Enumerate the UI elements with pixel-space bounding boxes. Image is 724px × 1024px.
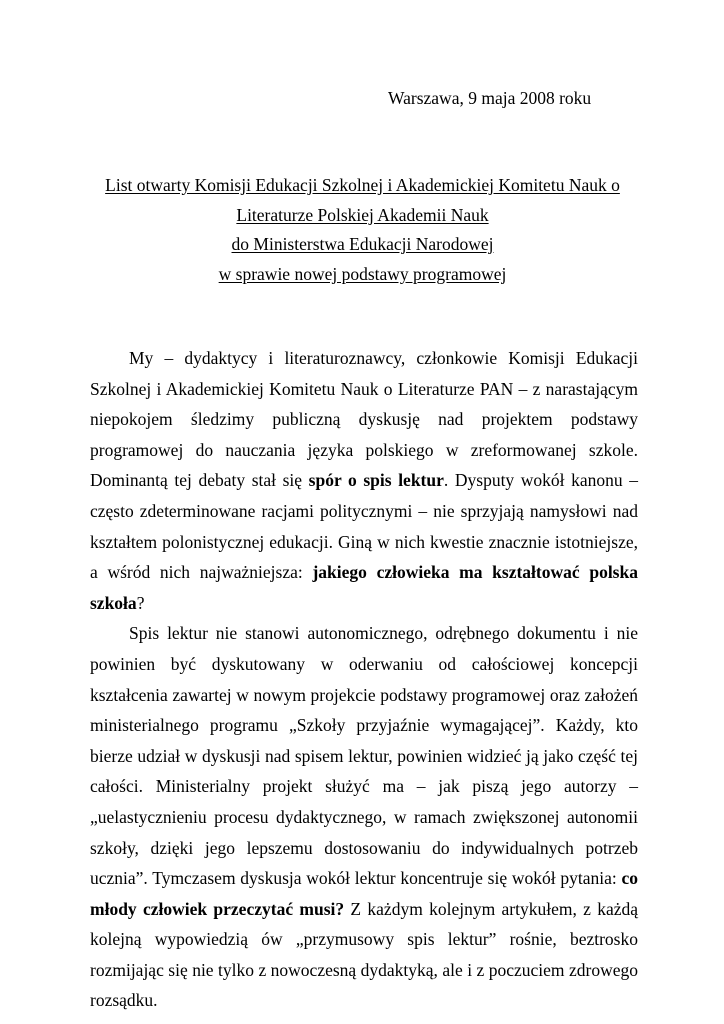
paragraph-1-bold-1: spór o spis lektur xyxy=(308,470,444,491)
title-line: do Ministerstwa Edukacji Narodowej xyxy=(231,234,494,254)
letter-title xyxy=(90,171,635,289)
paragraph-1-text-2: . Dysputy wokół kanonu – często zdeterminowane racjami politycznymi – nie sprzyjają namysłowi nad kształtem polonistycznej edukacji. Giną w nich kwestie znacznie istotniejsze, a wśród nich najważniejsza: xyxy=(90,470,639,583)
paragraph-2-text-1: Spis lektur nie stanowi autonomicznego, odrębnego dokumentu i nie powinien być dyskutowany w oderwaniu od całościowej koncepcji kształcenia zawartej w nowym projekcie podstawy programowej oraz założeń ministerialnego programu „Szkoły przyjaźnie wymagającej”. Każdy, kto bierze udział w dyskusji nad spisem lektur, powinien widzieć ją jako część tej całości. Ministerialny projekt służyć ma – jak piszą jego autorzy – „uelastycznieniu procesu dydaktycznego, w ramach zwiększonej autonomii szkoły, dzięki jego lepszemu dostosowaniu do indywidualnych potrzeb ucznia”. Tymczasem dyskusja wokół lektur koncentruje się wokół pytania: xyxy=(90,623,638,889)
paragraph-2-bold-1: co młody człowiek przeczytać musi? xyxy=(90,868,638,919)
paragraph-1 xyxy=(90,343,638,618)
paragraph-2 xyxy=(90,618,638,1016)
title-line: List otwarty Komisji Edukacji Szkolnej i Akademickiej Komitetu Nauk o xyxy=(105,175,620,195)
title-line: w sprawie nowej podstawy programowej xyxy=(218,263,507,284)
paragraph-1-text-3: ? xyxy=(136,592,145,613)
paragraph-2-text-2: Z każdym kolejnym artykułem, z każdą kolejną wypowiedzią ów „przymusowy spis lektur” rośnie, beztrosko rozmijając się nie tylko z nowoczesną dydaktyką, ale i z poczuciem zdrowego rozsądku. xyxy=(90,898,638,1011)
paragraph-1-text-1: My – dydaktycy i literaturoznawcy, członkowie Komisji Edukacji Szkolnej i Akademickiej Komitetu Nauk o Literaturze PAN – z narastającym niepokojem śledzimy publiczną dyskusję nad projektem podstawy programowej do nauczania języka polskiego w zreformowanej szkole. Dominantą tej debaty stał się xyxy=(90,348,638,491)
letter-body xyxy=(90,343,638,1016)
title-line: Literaturze Polskiej Akademii Nauk xyxy=(236,204,489,225)
letter-date: Warszawa, 9 maja 2008 roku xyxy=(388,88,592,108)
paragraph-1-bold-2: jakiego człowieka ma kształtować polska szkoła xyxy=(90,562,638,613)
